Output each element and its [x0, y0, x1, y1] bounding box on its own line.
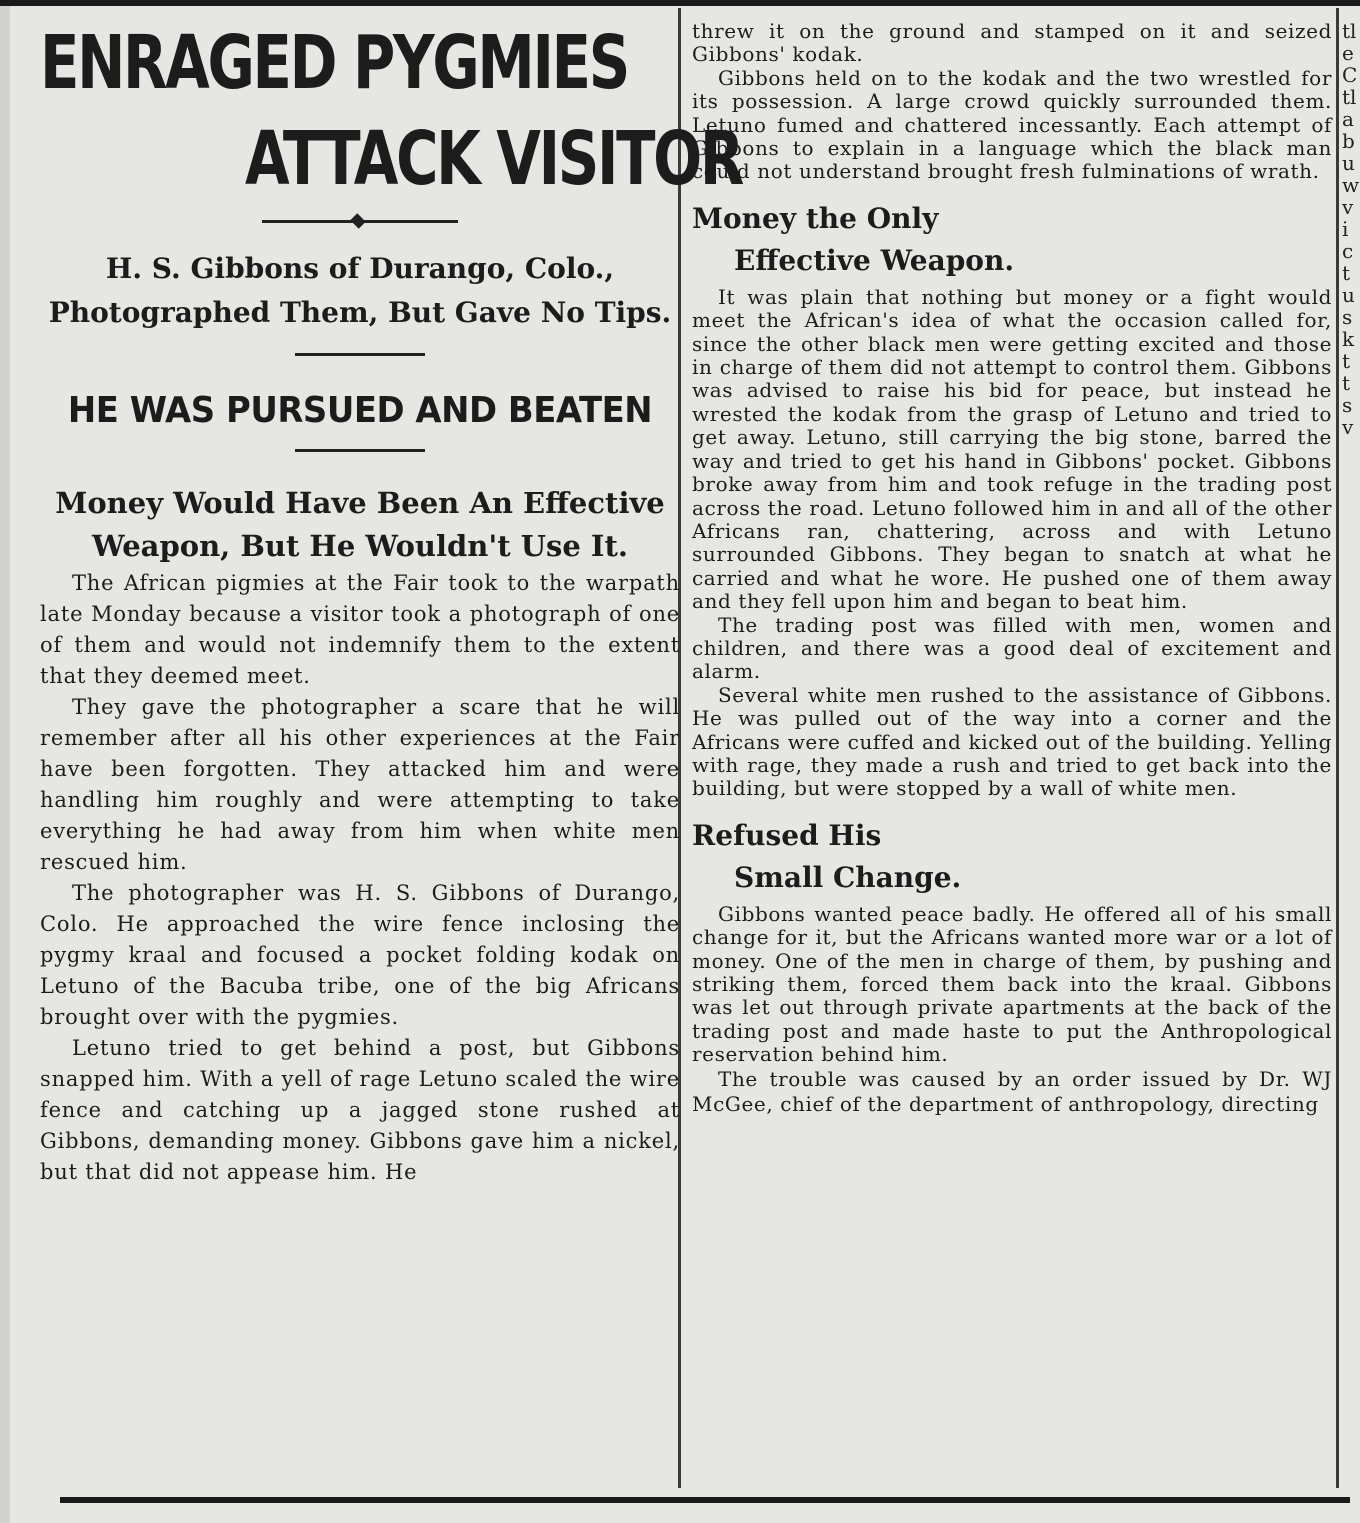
article-paragraph: Gibbons wanted peace badly. He offered all of his small change for it, but the Africans wanted more war or a lot of money. One of the men in charge of them, by pushing and striking them, forced them back into the kraal. Gibbons was let out through private apartments at the back of the trading post and made haste to put the Anthropological reservation behind him. — [692, 901, 1332, 1067]
article-paragraph: They gave the photographer a scare that he will remember after all his other experiences at the Fair have been forgotten. They attacked him and were handling him roughly and were attempting to take everything he had away from him when white men rescued him. — [40, 695, 680, 874]
article-paragraph: The African pigmies at the Fair took to the warpath late Monday because a visitor took a photograph of one of them and would not indemnify them to the extent that they deemed meet. — [40, 571, 680, 688]
article-paragraph: It was plain that nothing but money or a fight would meet the African's idea of what the occasion called for, since the other black men were getting excited and those in charge of them did not attempt to control them. Gibbons was advised to raise his bid for peace, but instead he wrested the kodak from the grasp of Letuno and tried to get away. Letuno, still carrying the big stone, barred the way and tried to get his hand in Gibbons' pocket. Gibbons broke away from him and took refuge in the trading post across the road. Letuno followed him in and all of the other Africans ran, chattering, across and with Letuno surrounded Gibbons. They began to snatch at what he carried and what he wore. He pushed one of them away and they fell upon him and began to beat him. — [692, 284, 1333, 614]
deck-2: Money Would Have Been An Effective Weapon, But He Wouldn't Use It. — [55, 486, 665, 563]
divider — [295, 353, 425, 356]
section-heading — [692, 815, 1332, 899]
fragment-line: v — [1342, 415, 1354, 438]
fragment-line: s — [1342, 393, 1353, 417]
article-paragraph: The trading post was filled with men, women and children, and there was a good deal of excitement and alarm. — [692, 612, 1332, 684]
top-rule — [0, 0, 1360, 6]
right-column-fragment — [1342, 20, 1360, 438]
article-paragraph: threw it on the ground and stamped on it and seized Gibbons' kodak. — [692, 19, 1332, 67]
fragment-line: C — [1342, 63, 1358, 87]
fragment-line: tl — [1342, 20, 1357, 43]
column-rule — [1336, 8, 1339, 1488]
fragment-line: v — [1342, 195, 1354, 219]
left-column — [40, 20, 742, 1188]
fragment-line: i — [1342, 217, 1349, 241]
fragment-line: t — [1342, 261, 1351, 285]
section-heading-line: Effective Weapon. — [734, 243, 1015, 277]
page-edge — [0, 0, 10, 1523]
fragment-line: c — [1342, 239, 1354, 263]
article-paragraph: The trouble was caused by an order issued by Dr. WJ McGee, chief of the department of anthropology, directing — [692, 1066, 1332, 1116]
article-paragraph: Letuno tried to get behind a post, but Gibbons snapped him. With a yell of rage Letuno scaled the wire fence and catching up a jagged stone rushed at Gibbons, demanding money. Gibbons gave him a nickel, but that did not appease him. He — [40, 1036, 680, 1184]
fragment-line: s — [1342, 305, 1353, 329]
fragment-line: w — [1342, 173, 1360, 197]
fragment-line: t — [1342, 349, 1351, 373]
fragment-line: k — [1342, 327, 1355, 351]
fragment-line: b — [1342, 129, 1355, 153]
headline-line-2: ATTACK VISITOR — [245, 116, 742, 202]
deck: H. S. Gibbons of Durango, Colo., Photographed Them, But Gave No Tips. — [48, 252, 672, 329]
middle-column — [692, 20, 1332, 1117]
bottom-rule — [60, 1497, 1350, 1503]
section-heading-line: Refused His — [692, 818, 882, 852]
headline-line-1: ENRAGED PYGMIES — [40, 20, 628, 106]
fragment-line: e — [1342, 41, 1354, 65]
ornament-divider — [262, 220, 458, 223]
article-paragraph: Several white men rushed to the assistance of Gibbons. He was pulled out of the way into a corner and the Africans were cuffed and kicked out of the building. Yelling with rage, they made a rush and tried to get back into the building, but were stopped by a wall of white men. — [692, 682, 1332, 801]
article-paragraph: The photographer was H. S. Gibbons of Durango, Colo. He approached the wire fence inclosing the pygmy kraal and focused a pocket folding kodak on Letuno of the Bacuba tribe, one of the big Africans brought over with the pygmies. — [40, 881, 680, 1029]
divider — [295, 449, 425, 452]
fragment-line: t — [1342, 371, 1351, 395]
fragment-line: a — [1342, 107, 1354, 131]
fragment-line: u — [1342, 283, 1355, 307]
fragment-line: tl — [1342, 85, 1357, 109]
section-heading-line: Money the Only — [692, 201, 939, 235]
section-heading — [692, 198, 1332, 282]
subhead: HE WAS PURSUED AND BEATEN — [67, 390, 653, 431]
section-heading-line: Small Change. — [734, 860, 962, 894]
article-paragraph: Gibbons held on to the kodak and the two wrestled for its possession. A large crowd quickly surrounded them. Letuno fumed and chattered incessantly. Each attempt of Gibbons to explain in a language which the black man could not understand brought fresh fulminations of wrath. — [692, 65, 1332, 184]
fragment-line: u — [1342, 151, 1355, 175]
